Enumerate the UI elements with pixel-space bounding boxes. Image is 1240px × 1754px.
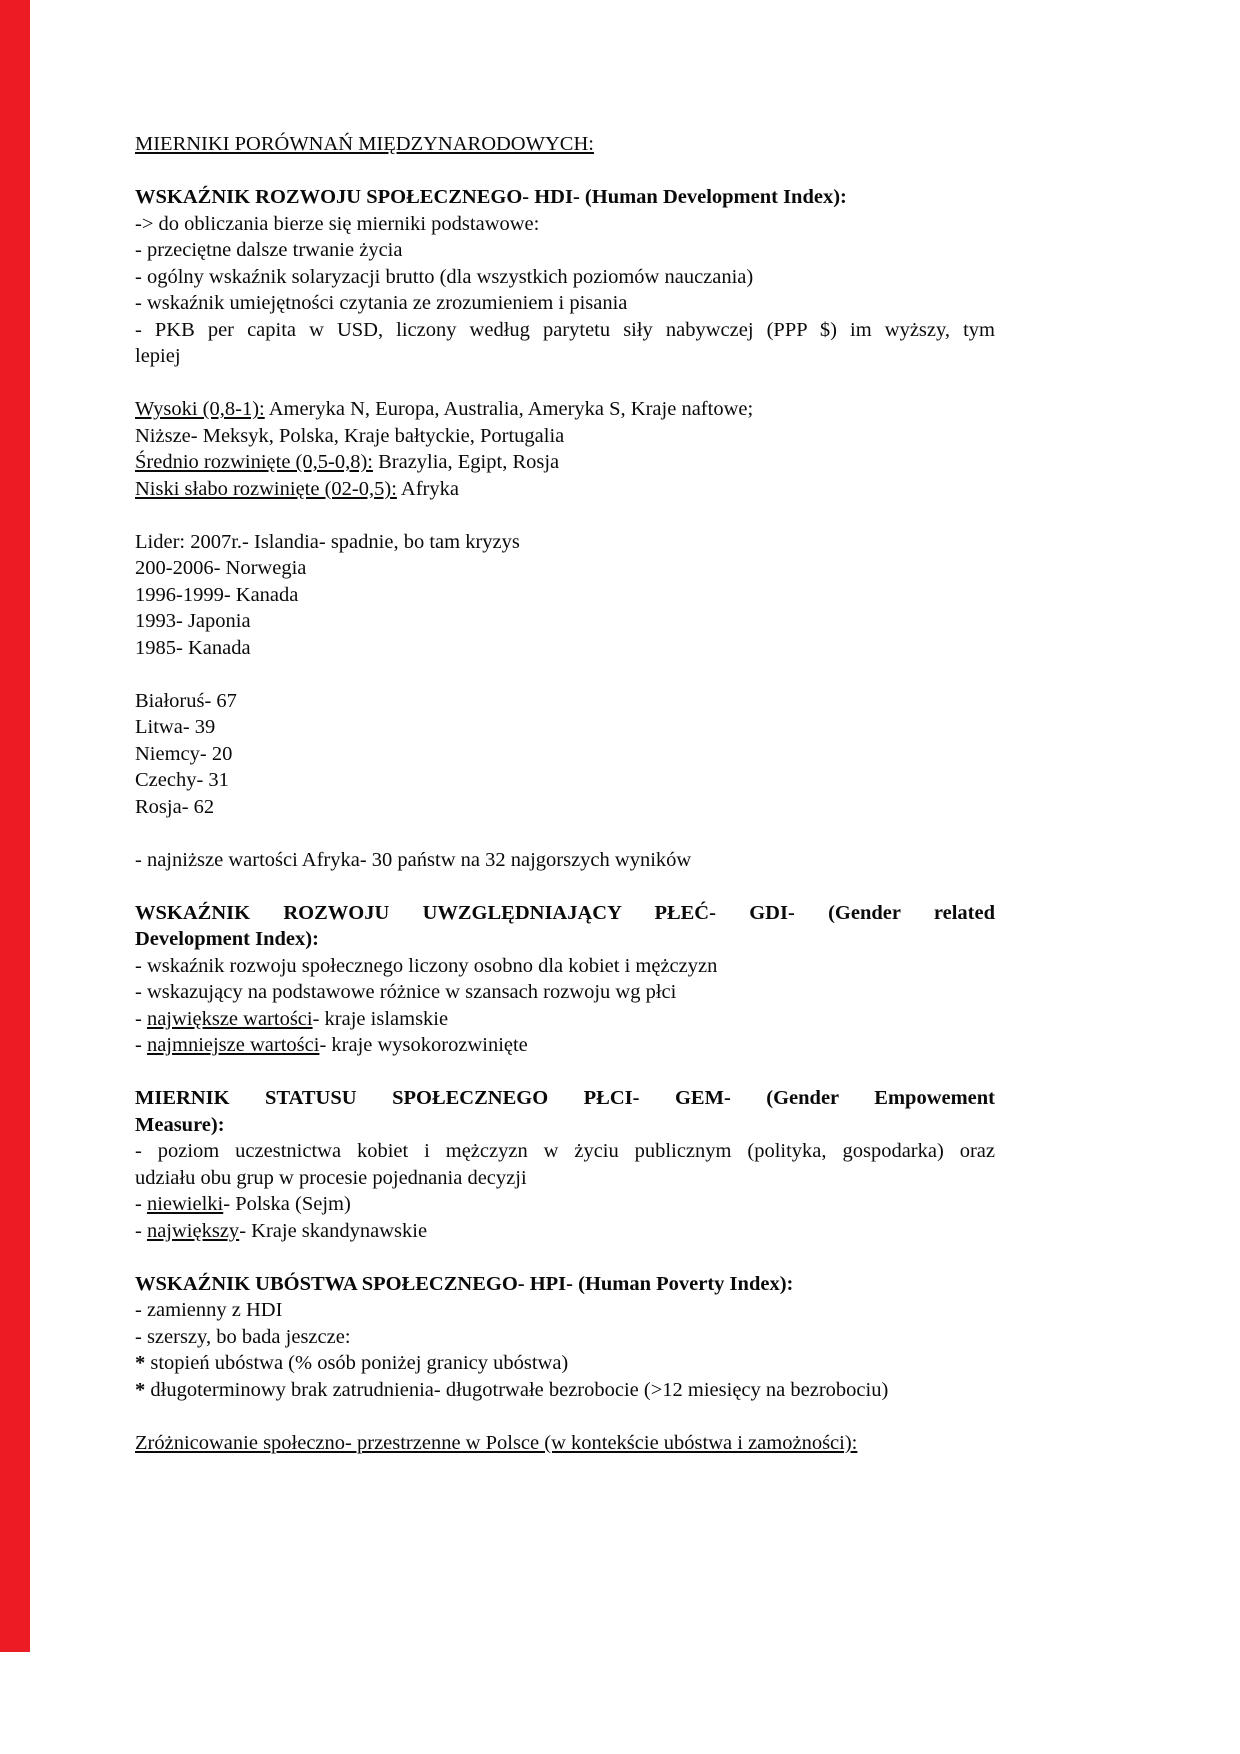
text-run: - kraje wysokorozwinięte — [319, 1034, 528, 1056]
text-run: Measure): — [135, 1113, 225, 1136]
text-run: Niższe- Meksyk, Polska, Kraje bałtyckie, Portugalia — [135, 424, 565, 447]
text-run: * — [135, 1378, 151, 1401]
paragraph — [135, 290, 995, 317]
text-run: największe wartości — [146, 1007, 313, 1030]
paragraph — [135, 635, 995, 662]
text-run: lepiej — [135, 345, 181, 367]
text-run: długoterminowy brak zatrudnienia- długotrwałe bezrobocie (>12 miesięcy na bezrobociu) — [150, 1378, 889, 1401]
paragraph — [135, 608, 995, 635]
paragraph — [135, 1138, 995, 1165]
text-run: najmniejsze wartości — [146, 1034, 320, 1056]
text-run: - wskaźnik umiejętności czytania ze zrozumieniem i pisania — [135, 292, 628, 314]
paragraph — [135, 1006, 995, 1033]
paragraph — [135, 211, 995, 238]
text-run: - — [135, 1034, 147, 1056]
text-run: WSKAŹNIK ROZWOJU UWZGLĘDNIAJĄCY PŁEĆ- GDI- (Gender related — [135, 901, 995, 924]
text-run: - ogólny wskaźnik solaryzacji brutto (dla wszystkich poziomów nauczania) — [135, 265, 754, 288]
paragraph — [135, 953, 995, 980]
paragraph — [135, 237, 995, 264]
paragraph — [135, 741, 995, 768]
text-run: 200-2006- Norwegia — [135, 557, 307, 579]
paragraph — [135, 1377, 995, 1404]
text-run: - najniższe wartości Afryka- 30 państw na 32 najgorszych wyników — [135, 848, 692, 871]
closing-heading — [135, 1430, 995, 1457]
text-run: - wskazujący na podstawowe różnice w szansach rozwoju wg płci — [135, 981, 677, 1003]
text-run: - poziom uczestnictwa kobiet i mężczyzn w życiu publicznym (polityka, gospodarka) oraz — [135, 1140, 995, 1162]
text-run: stopień ubóstwa (% osób poniżej granicy ubóstwa) — [150, 1352, 569, 1374]
text-run: Afryka — [396, 477, 459, 500]
text-run: Zróżnicowanie społeczno- przestrzenne w Polsce (w kontekście ubóstwa i zamożności): — [135, 1431, 858, 1454]
text-run: - PKB per capita w USD, liczony według parytetu siły nabywczej (PPP $) im wyższy, tym — [135, 318, 995, 341]
paragraph — [135, 979, 995, 1006]
text-run: Lider: 2007r.- Islandia- spadnie, bo tam kryzys — [135, 530, 520, 553]
paragraph — [135, 396, 995, 423]
text-run: Niemcy- 20 — [135, 742, 233, 765]
text-run: WSKAŹNIK ROZWOJU SPOŁECZNEGO- HDI- (Human Development Index): — [135, 186, 847, 208]
paragraph — [135, 767, 995, 794]
paragraph — [135, 1032, 995, 1059]
text-run: - Kraje skandynawskie — [239, 1219, 428, 1242]
paragraph — [135, 317, 995, 344]
text-run: - — [135, 1193, 147, 1215]
section-heading-gem — [135, 1085, 995, 1112]
text-run: Litwa- 39 — [135, 716, 216, 738]
text-run: - wskaźnik rozwoju społecznego liczony osobno dla kobiet i mężczyzn — [135, 954, 718, 977]
paragraph — [135, 423, 995, 450]
document-content — [135, 131, 995, 1456]
text-run: udziału obu grup w procesie pojednania decyzji — [135, 1166, 527, 1189]
paragraph — [135, 714, 995, 741]
text-run: - — [135, 1007, 147, 1030]
text-run: Brazylia, Egipt, Rosja — [372, 451, 560, 473]
text-run: niewielki — [146, 1193, 224, 1215]
text-run: -> do obliczania bierze się mierniki podstawowe: — [135, 212, 540, 235]
text-run: Czechy- 31 — [135, 769, 229, 791]
paragraph — [135, 1324, 995, 1351]
paragraph — [135, 476, 995, 503]
paragraph — [135, 794, 995, 821]
section-heading-hdi — [135, 184, 995, 211]
text-run: 1993- Japonia — [135, 610, 251, 632]
main-heading — [135, 131, 995, 158]
left-red-stripe — [0, 0, 30, 1652]
paragraph — [135, 1191, 995, 1218]
section-heading-hpi — [135, 1271, 995, 1298]
text-run: MIERNIK STATUSU SPOŁECZNEGO PŁCI- GEM- (Gender Empowement — [135, 1087, 995, 1109]
text-run: - kraje islamskie — [312, 1007, 449, 1030]
paragraph — [135, 529, 995, 556]
text-run: Białoruś- 67 — [135, 689, 237, 712]
text-run: Wysoki (0,8-1): — [135, 398, 265, 420]
text-run: Rosja- 62 — [135, 795, 215, 818]
paragraph — [135, 688, 995, 715]
text-run: - — [135, 1219, 147, 1242]
paragraph — [135, 1165, 995, 1192]
text-run: * — [135, 1352, 151, 1374]
text-run: 1985- Kanada — [135, 636, 251, 659]
text-run: WSKAŹNIK UBÓSTWA SPOŁECZNEGO- HPI- (Human Poverty Index): — [135, 1272, 794, 1295]
paragraph — [135, 555, 995, 582]
text-run: - przeciętne dalsze trwanie życia — [135, 239, 403, 261]
paragraph — [135, 1112, 995, 1139]
text-run: 1996-1999- Kanada — [135, 583, 299, 606]
text-run: Ameryka N, Europa, Australia, Ameryka S, Kraje naftowe; — [264, 398, 754, 420]
text-run: Development Index): — [135, 928, 319, 950]
paragraph — [135, 926, 995, 953]
text-run: największy — [146, 1219, 240, 1242]
paragraph — [135, 1297, 995, 1324]
text-run: MIERNIKI PORÓWNAŃ MIĘDZYNARODOWYCH: — [135, 133, 594, 155]
paragraph — [135, 343, 995, 370]
text-run: Średnio rozwinięte (0,5-0,8): — [135, 451, 373, 473]
paragraph — [135, 449, 995, 476]
paragraph — [135, 264, 995, 291]
text-run: Niski słabo rozwinięte (02-0,5): — [135, 477, 397, 500]
paragraph — [135, 1218, 995, 1245]
section-heading-gdi — [135, 900, 995, 927]
paragraph — [135, 582, 995, 609]
text-run: - zamienny z HDI — [135, 1299, 283, 1321]
paragraph — [135, 847, 995, 874]
paragraph — [135, 1350, 995, 1377]
text-run: - szerszy, bo bada jeszcze: — [135, 1325, 351, 1348]
text-run: - Polska (Sejm) — [223, 1193, 351, 1215]
